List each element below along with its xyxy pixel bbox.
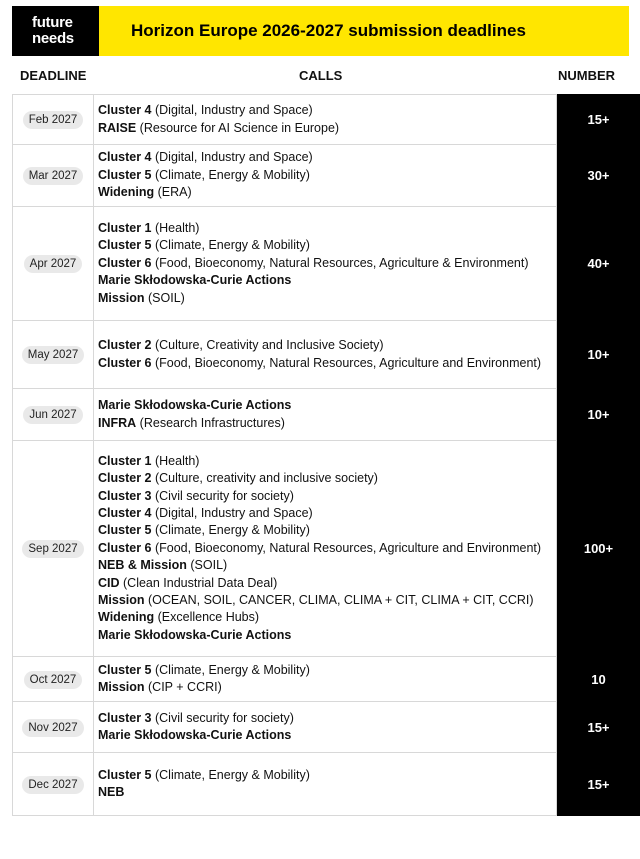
deadline-cell [13,753,94,816]
call-description: (OCEAN, SOIL, CANCER, CLIMA, CLIMA + CIT, CLIMA + CIT, CCRI) [144,593,534,608]
call-count-cell: 10+ [557,321,640,389]
call-program: NEB [98,785,125,799]
call-item [98,184,552,201]
table-row [13,321,640,389]
call-description: (Civil security for society) [151,710,294,725]
call-description: (SOIL) [144,290,185,305]
call-description: (Clean Industrial Data Deal) [119,575,278,590]
deadline-badge: Nov 2027 [22,719,83,737]
call-item [98,609,552,626]
page-title: Horizon Europe 2026-2027 submission deadlines [99,6,629,56]
deadlines-table [12,94,640,816]
call-program: Cluster 2 [98,338,152,353]
deadline-badge: Oct 2027 [24,671,83,689]
deadline-cell [13,95,94,145]
call-description: (SOIL) [186,558,228,573]
call-program: Cluster 6 [98,355,152,370]
call-program: Cluster 5 [98,523,152,538]
call-description: (Climate, Energy & Mobility) [151,767,310,782]
call-count-cell: 15+ [557,753,640,816]
call-item [98,627,552,644]
call-program: Widening [98,610,155,625]
call-item [98,290,552,307]
deadline-cell [13,145,94,207]
call-item [98,272,552,289]
call-item [98,237,552,254]
call-program: Cluster 6 [98,255,152,270]
table-row [13,753,640,816]
call-description: (Food, Bioeconomy, Natural Resources, Agriculture and Environment) [151,355,542,370]
call-item [98,167,552,184]
call-description: (Civil security for society) [151,488,294,503]
call-program: INFRA [98,415,137,430]
deadline-cell [13,702,94,753]
call-description: (CIP + CCRI) [144,680,222,694]
deadline-cell [13,441,94,657]
future-needs-logo [12,6,99,56]
call-description: (Climate, Energy & Mobility) [151,523,310,538]
header [12,6,629,56]
call-item [98,149,552,166]
call-item [98,337,552,354]
call-description: (Climate, Energy & Mobility) [151,662,310,677]
table-row [13,145,640,207]
call-item [98,592,552,609]
call-item [98,710,552,727]
call-program: Mission [98,593,145,608]
call-description: (Digital, Industry and Space) [151,150,313,165]
table-row [13,389,640,441]
call-description: (Climate, Energy & Mobility) [151,238,310,253]
deadline-badge: Mar 2027 [23,167,84,185]
call-description: (Excellence Hubs) [154,610,260,625]
call-description: (Food, Bioeconomy, Natural Resources, Agriculture & Environment) [151,255,529,270]
deadline-cell [13,657,94,702]
call-item [98,470,552,487]
call-program: Marie Skłodowska-Curie Actions [98,398,292,413]
call-item [98,662,552,679]
call-description: (Health) [151,220,200,235]
call-item [98,784,552,801]
call-item [98,575,552,592]
call-program: Cluster 5 [98,767,152,782]
deadline-badge: Jun 2027 [23,406,82,424]
deadline-badge: Apr 2027 [24,255,83,273]
logo-line-1: future [32,14,73,31]
call-program: Mission [98,290,145,305]
deadline-cell [13,389,94,441]
call-program: Cluster 5 [98,167,152,182]
call-description: (Health) [151,453,200,468]
call-program: Cluster 4 [98,505,152,520]
table-row [13,702,640,753]
call-description: (ERA) [154,185,192,200]
table-row [13,657,640,702]
calls-cell [94,145,557,207]
call-item [98,679,552,696]
column-header-deadline: DEADLINE [20,68,87,83]
call-item [98,220,552,237]
call-description: (Food, Bioeconomy, Natural Resources, Agriculture and Environment) [151,540,542,555]
call-program: Cluster 3 [98,488,152,503]
call-description: (Digital, Industry and Space) [151,103,313,118]
call-count-cell: 10+ [557,389,640,441]
call-count-cell: 40+ [557,207,640,321]
call-count-cell: 15+ [557,702,640,753]
call-description: (Resource for AI Science in Europe) [136,120,340,135]
column-headers [12,60,629,92]
call-program: Cluster 4 [98,103,152,118]
deadline-cell [13,321,94,389]
call-program: Cluster 1 [98,453,152,468]
call-item [98,415,552,432]
call-item [98,102,552,119]
calls-cell [94,321,557,389]
calls-cell [94,95,557,145]
call-count-cell: 10 [557,657,640,702]
table-row [13,441,640,657]
call-program: Cluster 3 [98,710,152,725]
calls-cell [94,207,557,321]
call-item [98,540,552,557]
call-count-cell: 30+ [557,145,640,207]
call-program: NEB & Mission [98,558,187,573]
call-program: Marie Skłodowska-Curie Actions [98,627,292,642]
call-description: (Climate, Energy & Mobility) [151,167,310,182]
call-description: (Digital, Industry and Space) [151,505,313,520]
call-item [98,727,552,744]
call-program: Cluster 2 [98,471,152,486]
call-program: Cluster 4 [98,150,152,165]
table-row [13,95,640,145]
call-program: Widening [98,185,155,200]
call-item [98,488,552,505]
call-item [98,120,552,137]
call-program: RAISE [98,120,137,135]
deadline-badge: Dec 2027 [22,776,83,794]
call-program: Cluster 6 [98,540,152,555]
call-program: Cluster 5 [98,662,152,677]
deadline-cell [13,207,94,321]
column-header-number: NUMBER [558,68,616,83]
call-program: Marie Skłodowska-Curie Actions [98,728,292,742]
call-program: CID [98,575,120,590]
table-row [13,207,640,321]
call-count-cell: 100+ [557,441,640,657]
call-item [98,522,552,539]
call-description: (Research Infrastructures) [136,415,285,430]
call-item [98,767,552,784]
column-header-calls: CALLS [299,68,343,83]
calls-cell [94,441,557,657]
call-description: (Culture, creativity and inclusive society) [151,471,378,486]
call-program: Cluster 5 [98,238,152,253]
call-item [98,355,552,372]
call-program: Cluster 1 [98,220,152,235]
calls-cell [94,702,557,753]
call-item [98,557,552,574]
call-item [98,453,552,470]
call-count-cell: 15+ [557,95,640,145]
call-item [98,505,552,522]
deadline-badge: May 2027 [22,346,85,364]
call-program: Mission [98,680,145,694]
deadline-badge: Sep 2027 [22,540,83,558]
calls-cell [94,389,557,441]
call-item [98,255,552,272]
calls-cell [94,657,557,702]
deadline-badge: Feb 2027 [23,111,84,129]
logo-line-2: needs [32,30,74,47]
call-program: Marie Skłodowska-Curie Actions [98,273,292,288]
call-item [98,397,552,414]
call-description: (Culture, Creativity and Inclusive Society) [151,338,384,353]
calls-cell [94,753,557,816]
